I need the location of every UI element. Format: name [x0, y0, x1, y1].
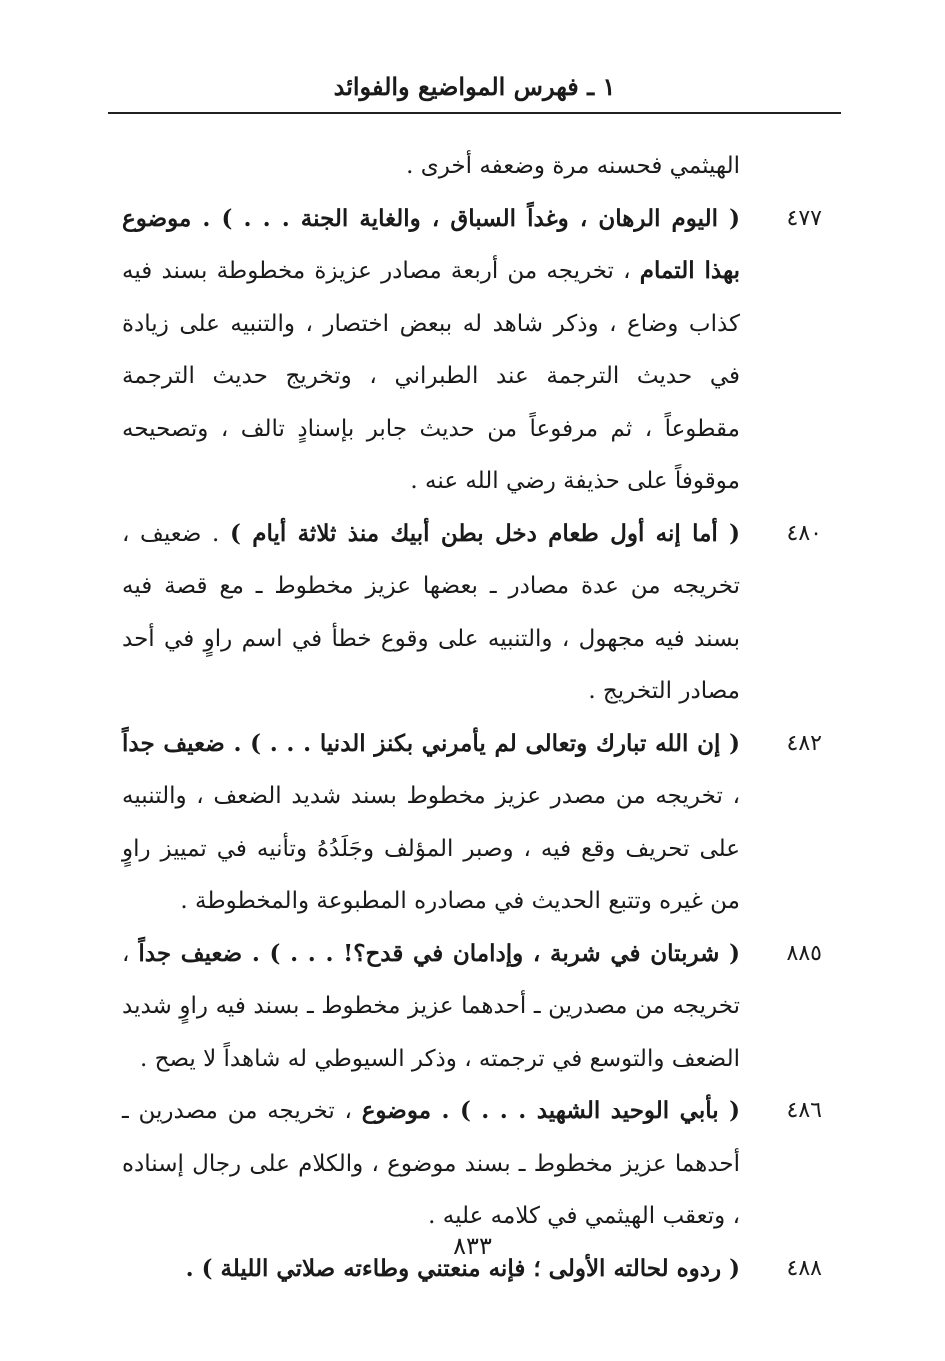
entry-title: ( بأبي الوحيد الشهيد . . . ) . موضوع — [361, 1097, 740, 1124]
index-entries — [122, 140, 822, 1295]
entry-text — [122, 140, 740, 193]
entry-title: ( أما إنه أول طعام دخل بطن أبيك منذ ثلاثة أيام ) — [230, 519, 741, 547]
entry-continuation — [122, 140, 822, 193]
entry-text — [122, 193, 740, 508]
entry-885 — [122, 928, 822, 1086]
entry-480 — [122, 508, 822, 718]
entry-number: ٤٨٨ — [786, 1255, 822, 1281]
entry-title: ( اليوم الرهان ، وغداً السباق ، والغاية الجنة . . . ) . موضوع بهذا التمام — [122, 204, 741, 284]
entry-body: ، تخريجه من مصدرين ـ أحدهما عزيز مخطوط ـ بسند موضوع ، والكلام على رجال إسناده ، وتعقب الهيثمي في كلامه عليه . — [122, 1098, 740, 1229]
page-header-title: ١ ـ فهرس المواضيع والفوائد — [333, 72, 616, 101]
entry-title: ( شربتان في شربة ، وإدامان في قدح؟! . . . ) . ضعيف جداً — [138, 939, 740, 967]
entry-482 — [122, 718, 822, 928]
entry-body: ، تخريجه من مصدرين ـ أحدهما عزيز مخطوط ـ بسند فيه راوٍ شديد الضعف والتوسع في ترجمته ، وذكر السيوطي له شاهداً لا يصح . — [122, 940, 740, 1072]
entry-number: ٤٨٦ — [786, 1098, 822, 1123]
entry-body: الهيثمي فحسنه مرة وضعفه أخرى . — [406, 153, 740, 179]
entry-body: . ضعيف ، تخريجه من عدة مصادر ـ بعضها عزيز مخطوط ـ مع قصة فيه بسند فيه مجهول ، والتنبيه على وقوع خطأ في اسم راوٍ في أحد مصادر التخريج . — [122, 520, 740, 704]
entry-text — [122, 718, 740, 928]
entry-text — [122, 508, 740, 718]
entry-title: ( ردوه لحالته الأولى ؛ فإنه منعتني وطاءته صلاتي الليلة ) . — [185, 1254, 740, 1282]
entry-text — [122, 1085, 740, 1243]
entry-number: ٤٧٧ — [786, 205, 822, 231]
entry-title: ( إن الله تبارك وتعالى لم يأمرني بكنز الدنيا . . . ) . ضعيف جداً — [122, 729, 740, 757]
entry-477 — [122, 193, 822, 508]
entry-486 — [122, 1085, 822, 1243]
entry-number: ٨٨٥ — [786, 940, 822, 966]
entry-body: ، تخريجه من مصدر عزيز مخطوط بسند شديد الضعف ، والتنبيه على تحريف وقع فيه ، وصبر المؤلف وجَلَدُهُ وتأنيه في تمييز راوٍ من غيره وتتبع الحديث في مصادره المطبوعة والمخطوطة . — [122, 783, 740, 914]
entry-text — [122, 928, 740, 1086]
page-number: ٨٣٣ — [453, 1232, 492, 1260]
header-divider — [108, 112, 841, 114]
entry-number: ٤٨٠ — [786, 520, 822, 546]
entry-body: ، تخريجه من أربعة مصادر عزيزة مخطوطة بسند فيه كذاب وضاع ، وذكر شاهد له ببعض اختصار ، والتنبيه على زيادة في حديث الترجمة عند الطبراني ، وتخريج حديث الترجمة مقطوعاً ، ثم مرفوعاً من حديث جابر بإسنادٍ تالف ، وتصحيحه موقوفاً على حذيفة رضي الله عنه . — [122, 258, 740, 494]
entry-number: ٤٨٢ — [786, 730, 822, 756]
